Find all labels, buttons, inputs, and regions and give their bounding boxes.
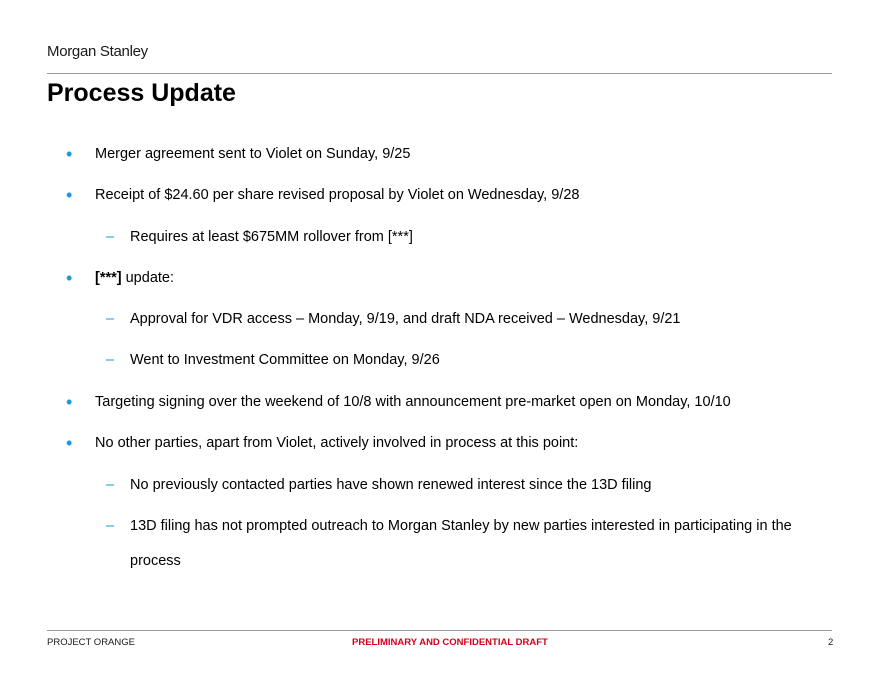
sub-bullet-item — [106, 302, 681, 337]
sub-bullet-text: Approval for VDR access – Monday, 9/19, and draft NDA received – Wednesday, 9/21 — [130, 311, 681, 327]
bullet-marker: • — [66, 185, 73, 205]
page-number: 2 — [828, 637, 834, 648]
bullet-item — [66, 385, 731, 420]
sub-bullet-item — [106, 509, 810, 579]
bullet-marker: • — [66, 392, 73, 412]
sub-bullet-text: Requires at least $675MM rollover from [***] — [130, 229, 413, 245]
sub-bullet-item — [106, 220, 413, 255]
bullet-item — [66, 178, 580, 213]
footer-rule — [47, 630, 832, 631]
sub-bullet-item — [106, 468, 652, 503]
dash-marker: – — [106, 352, 115, 368]
sub-bullet-text: Went to Investment Committee on Monday, 9/26 — [130, 352, 440, 368]
bullet-marker: • — [66, 433, 73, 453]
bullet-text: update: — [121, 270, 175, 286]
bullet-text: Merger agreement sent to Violet on Sunday, 9/25 — [95, 146, 411, 162]
footer-confidentiality-notice: PRELIMINARY AND CONFIDENTIAL DRAFT — [352, 637, 548, 648]
bullet-marker: • — [66, 144, 73, 164]
bullet-item — [66, 261, 175, 296]
header-rule — [47, 73, 832, 74]
dash-marker: – — [106, 518, 115, 534]
bullet-item — [66, 426, 579, 461]
redacted-name: [***] — [95, 270, 122, 286]
dash-marker: – — [106, 311, 115, 327]
bullet-text: Targeting signing over the weekend of 10/8 with announcement pre-market open on Monday, 10/10 — [95, 394, 731, 410]
sub-bullet-item — [106, 343, 440, 378]
footer-project-name: PROJECT ORANGE — [47, 637, 135, 648]
bullet-marker: • — [66, 268, 73, 288]
dash-marker: – — [106, 229, 115, 245]
bullet-item — [66, 137, 411, 172]
dash-marker: – — [106, 477, 115, 493]
sub-bullet-text: No previously contacted parties have shown renewed interest since the 13D filing — [130, 477, 652, 493]
bullet-text: Receipt of $24.60 per share revised proposal by Violet on Wednesday, 9/28 — [95, 187, 580, 203]
bullet-text: No other parties, apart from Violet, actively involved in process at this point: — [95, 435, 579, 451]
brand-logo: Morgan Stanley — [47, 43, 148, 60]
sub-bullet-text: 13D filing has not prompted outreach to Morgan Stanley by new parties interested in participating in the process — [130, 518, 792, 569]
page-title: Process Update — [47, 79, 236, 107]
